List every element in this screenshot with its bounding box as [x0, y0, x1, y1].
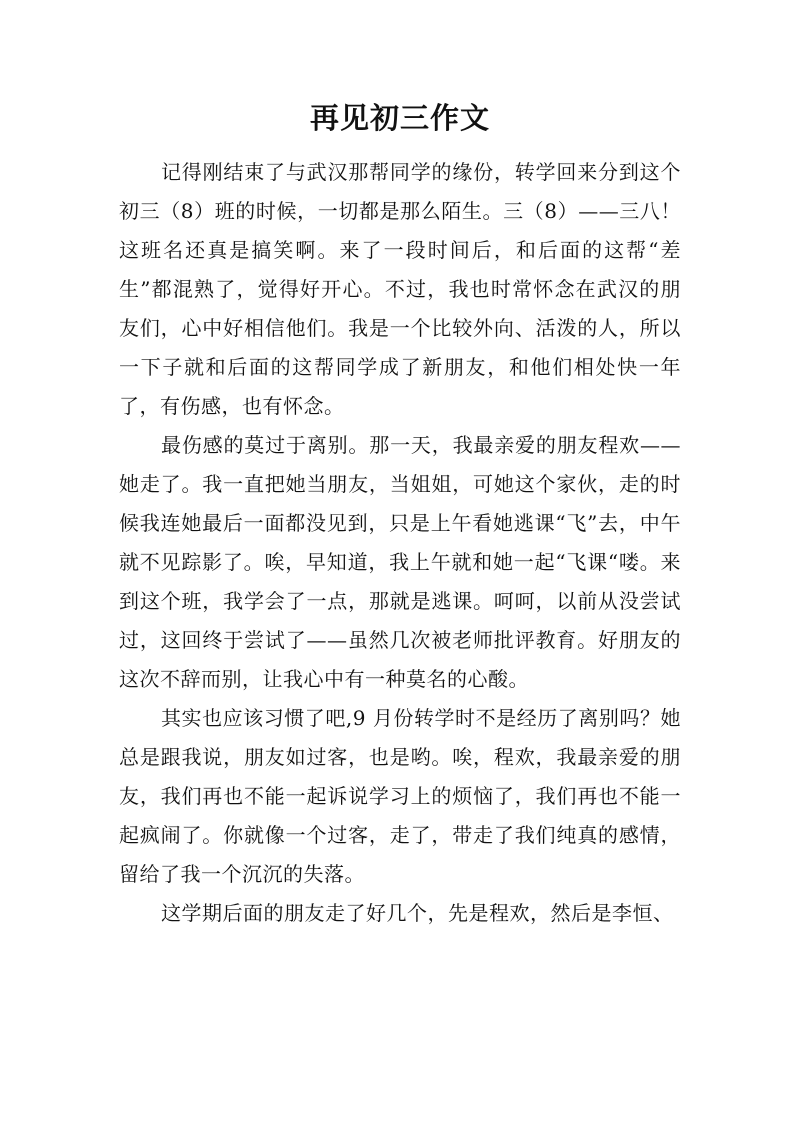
document-title: 再见初三作文 [309, 101, 490, 135]
paragraph-4: 这学期后面的朋友走了好几个，先是程欢，然后是李恒、 [161, 901, 674, 925]
document-body [119, 153, 681, 933]
paragraph-1: 记得刚结束了与武汉那帮同学的缘份，转学回来分到这个初三（8）班的时候，一切都是那么陌生。三（8）——三八！这班名还真是搞笑啊。来了一段时间后，和后面的这帮“差生”都混熟了，觉得好开心。不过，我也时常怀念在武汉的朋友们，心中好相信他们。我是一个比较外向、活泼的人，所以一下子就和后面的这帮同学成了新朋友，和他们相处快一年了，有伤感，也有怀念。 [119, 160, 681, 418]
paragraph-3: 其实也应该习惯了吧,9 月份转学时不是经历了离别吗？她总是跟我说，朋友如过客，也是哟。唉，程欢，我最亲爱的朋友，我们再也不能一起诉说学习上的烦恼了，我们再也不能一起疯闹了。你就像一个过客，走了，带走了我们纯真的感情，留给了我一个沉沉的失落。 [119, 706, 681, 886]
paragraph-2: 最伤感的莫过于离别。那一天，我最亲爱的朋友程欢——她走了。我一直把她当朋友，当姐姐，可她这个家伙，走的时候我连她最后一面都没见到，只是上午看她逃课“飞”去，中午就不见踪影了。唉，早知道，我上午就和她一起“飞课“喽。来到这个班，我学会了一点，那就是逃课。呵呵，以前从没尝试过，这回终于尝试了——虽然几次被老师批评教育。好朋友的这次不辞而别，让我心中有一种莫名的心酸。 [119, 433, 681, 691]
